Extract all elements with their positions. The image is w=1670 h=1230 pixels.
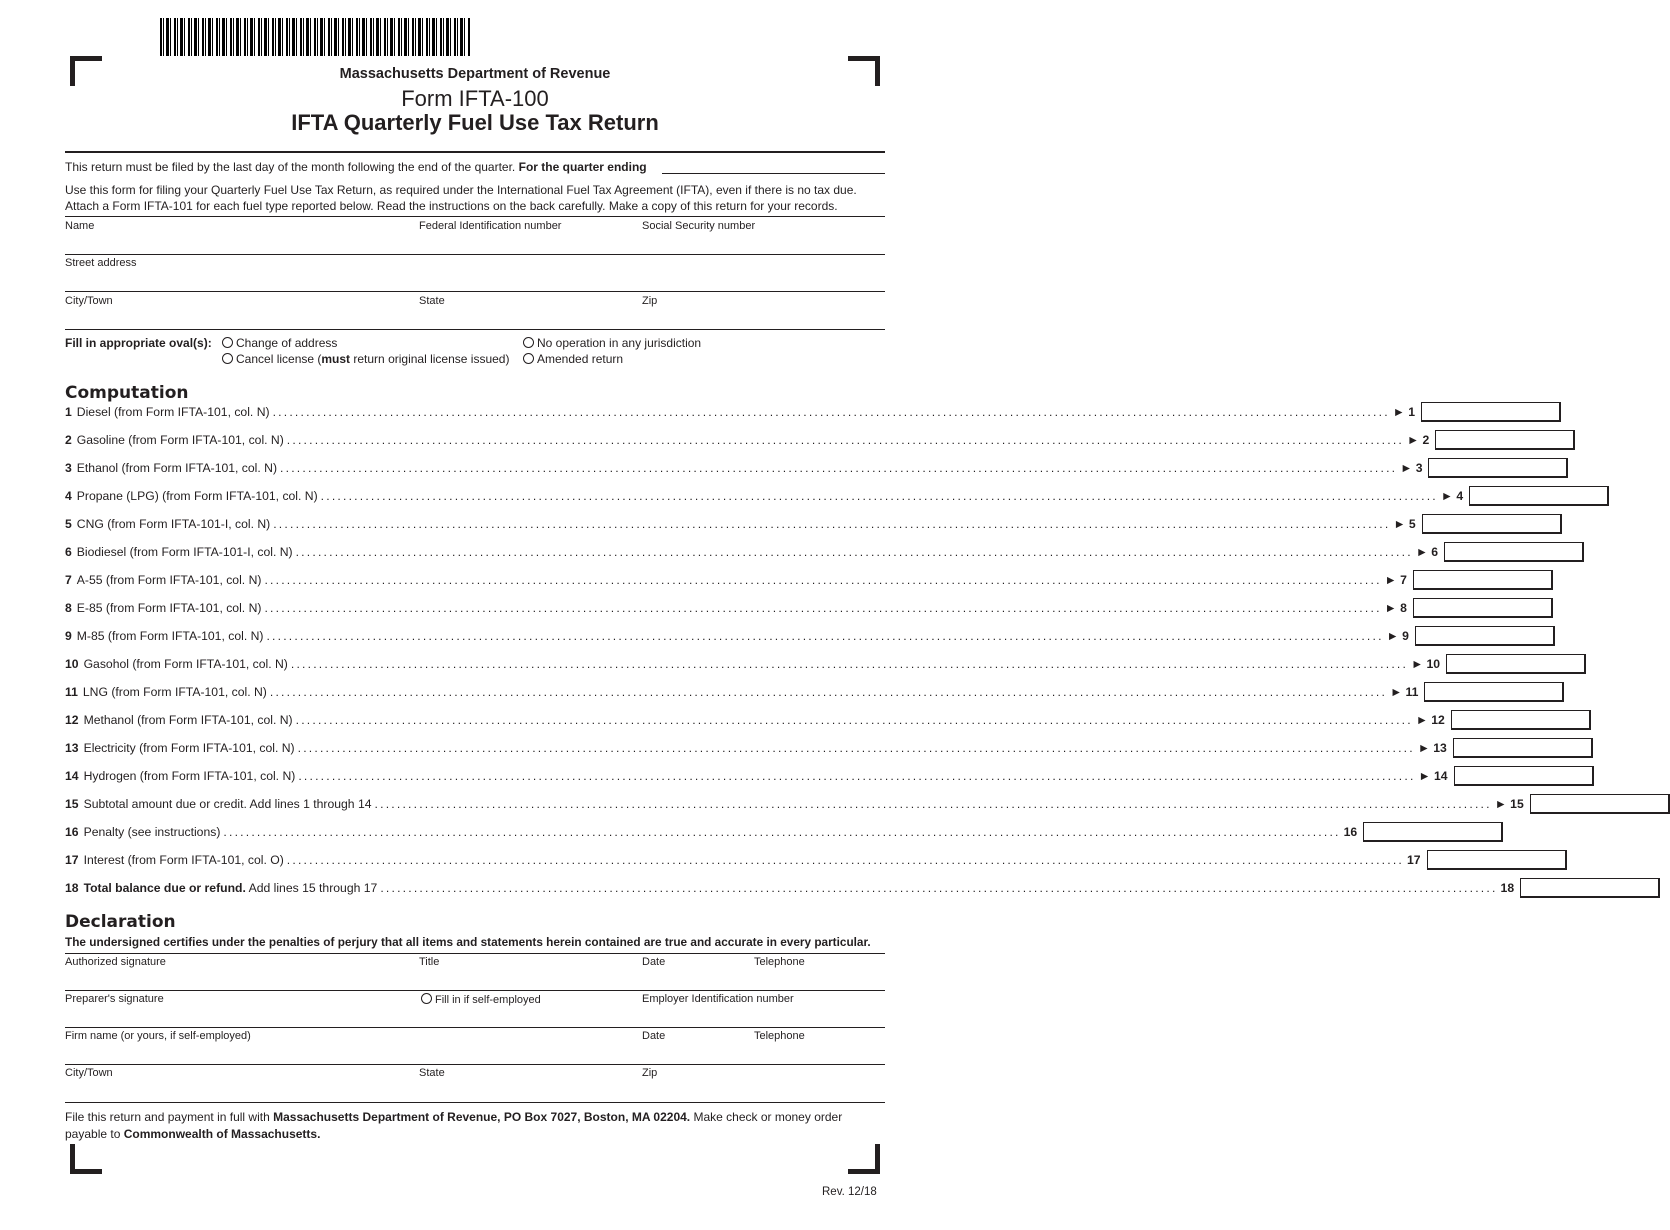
- computation-line-9: [65, 626, 1409, 646]
- line-number: 15: [65, 797, 79, 811]
- declaration-heading: Declaration: [65, 912, 176, 932]
- computation-line-4: [65, 486, 1464, 506]
- line-14-amount-input[interactable]: [1454, 766, 1594, 786]
- line-description: Subtotal amount due or credit. Add lines 1 through 14: [83, 797, 372, 811]
- line-description: LNG (from Form IFTA-101, col. N): [82, 685, 267, 699]
- computation-line-1: [65, 402, 1416, 422]
- line-description: Electricity (from Form IFTA-101, col. N): [83, 741, 295, 755]
- zip-label: Zip: [642, 295, 658, 307]
- computation-line-3: [65, 458, 1423, 478]
- line-reference: ► 2: [1407, 433, 1430, 447]
- date-label: Date: [642, 1030, 666, 1042]
- line-number: 7: [65, 573, 72, 587]
- line-reference: ► 4: [1440, 489, 1464, 503]
- line-reference: ► 8: [1384, 601, 1407, 615]
- corner-mark: [848, 1144, 880, 1174]
- line-number: 1: [65, 405, 72, 419]
- leader-dots: ........................................................................................................................................................................................................: [223, 825, 1341, 839]
- computation-line-11: [65, 682, 1419, 702]
- computation-line-6: [65, 542, 1439, 562]
- computation-line-2: [65, 430, 1430, 450]
- revision: Rev. 12/18: [822, 1186, 877, 1198]
- computation-heading: Computation: [65, 383, 189, 403]
- line-description: Methanol (from Form IFTA-101, col. N): [83, 713, 293, 727]
- line-number: 8: [65, 601, 72, 615]
- computation-line-18: [65, 878, 1515, 898]
- line-reference: 18: [1500, 881, 1515, 895]
- leader-dots: ........................................................................................................................................................................................................: [280, 461, 1398, 475]
- leader-dots: ........................................................................................................................................................................................................: [286, 853, 1405, 867]
- line-description: Ethanol (from Form IFTA-101, col. N): [76, 461, 278, 475]
- oval-amended[interactable]: Amended return: [523, 352, 623, 366]
- oval-icon[interactable]: [222, 353, 233, 364]
- leader-dots: ........................................................................................................................................................................................................: [295, 545, 1413, 559]
- name-label: Name: [65, 220, 95, 232]
- line-description: M-85 (from Form IFTA-101, col. N): [76, 629, 264, 643]
- line-1-amount-input[interactable]: [1421, 402, 1561, 422]
- quarter-ending-input[interactable]: [662, 160, 885, 174]
- line-reference: ► 11: [1390, 685, 1419, 699]
- line-description: Hydrogen (from Form IFTA-101, col. N): [83, 769, 296, 783]
- leader-dots: ........................................................................................................................................................................................................: [295, 713, 1413, 727]
- telephone-label: Telephone: [754, 956, 805, 968]
- leader-dots: ........................................................................................................................................................................................................: [374, 797, 1492, 811]
- oval-change-address[interactable]: Change of address: [222, 336, 337, 350]
- line-18-amount-input[interactable]: [1520, 878, 1660, 898]
- fein-label: Federal Identification number: [419, 220, 562, 232]
- line-number: 11: [65, 685, 78, 699]
- leader-dots: ........................................................................................................................................................................................................: [297, 741, 1415, 755]
- perjury-statement: The undersigned certifies under the penalties of perjury that all items and statements herein contained are true and accurate in every particular.: [65, 935, 871, 949]
- line-12-amount-input[interactable]: [1451, 710, 1591, 730]
- preparer-signature-label: Preparer's signature: [65, 993, 164, 1005]
- line-description: E-85 (from Form IFTA-101, col. N): [76, 601, 262, 615]
- computation-line-16: [65, 822, 1358, 842]
- leader-dots: ........................................................................................................................................................................................................: [272, 405, 1390, 419]
- computation-line-17: [65, 850, 1421, 870]
- date-label: Date: [642, 956, 666, 968]
- line-reference: 17: [1407, 853, 1421, 867]
- ovals-label: Fill in appropriate oval(s):: [65, 336, 212, 350]
- line-description: Diesel (from Form IFTA-101, col. N): [76, 405, 270, 419]
- line-number: 10: [65, 657, 79, 671]
- line-number: 18: [65, 881, 79, 895]
- form-number: Form IFTA-100: [401, 86, 549, 111]
- line-description: Biodiesel (from Form IFTA-101-I, col. N): [76, 545, 293, 559]
- line-description: Gasohol (from Form IFTA-101, col. N): [83, 657, 288, 671]
- leader-dots: ........................................................................................................................................................................................................: [286, 433, 1405, 447]
- computation-line-8: [65, 598, 1407, 618]
- line-15-amount-input[interactable]: [1530, 794, 1670, 814]
- zip-label: Zip: [642, 1067, 658, 1079]
- line-13-amount-input[interactable]: [1453, 738, 1593, 758]
- line-number: 9: [65, 629, 72, 643]
- agency-name: Massachusetts Department of Revenue: [339, 66, 611, 82]
- oval-icon[interactable]: [523, 337, 534, 348]
- corner-mark: [70, 1144, 102, 1174]
- line-5-amount-input[interactable]: [1422, 514, 1562, 534]
- line-description: A-55 (from Form IFTA-101, col. N): [76, 573, 262, 587]
- oval-self-employed[interactable]: Fill in if self-employed: [421, 993, 541, 1006]
- state-label: State: [419, 295, 445, 307]
- computation-line-13: [65, 738, 1447, 758]
- line-number: 13: [65, 741, 79, 755]
- line-reference: ► 1: [1392, 405, 1416, 419]
- line-6-amount-input[interactable]: [1444, 542, 1584, 562]
- filing-instructions: File this return and payment in full with Massachusetts Department of Revenue, PO Box 7027, Boston, MA 02204. Make check or money order payable to Commonwealth of Massachusetts.: [65, 1110, 843, 1141]
- line-description: CNG (from Form IFTA-101-I, col. N): [76, 517, 271, 531]
- leader-dots: ........................................................................................................................................................................................................: [269, 685, 1388, 699]
- computation-line-15: [65, 794, 1524, 814]
- line-reference: ► 6: [1415, 545, 1439, 559]
- line-reference: 16: [1343, 825, 1358, 839]
- line-reference: ► 7: [1384, 573, 1407, 587]
- leader-dots: ........................................................................................................................................................................................................: [290, 657, 1409, 671]
- computation-line-5: [65, 514, 1416, 534]
- filing-notice: This return must be filed by the last day of the month following the end of the quarter. For the quarter ending: [65, 160, 647, 174]
- line-reference: ► 5: [1393, 517, 1416, 531]
- oval-cancel-license[interactable]: Cancel license (must return original license issued): [222, 352, 509, 366]
- oval-icon[interactable]: [523, 353, 534, 364]
- leader-dots: ........................................................................................................................................................................................................: [266, 629, 1384, 643]
- firm-name-label: Firm name (or yours, if self-employed): [65, 1030, 251, 1042]
- leader-dots: ........................................................................................................................................................................................................: [380, 881, 1498, 895]
- barcode: [160, 18, 470, 56]
- line-number: 2: [65, 433, 72, 447]
- line-number: 6: [65, 545, 72, 559]
- line-description: Penalty (see instructions): [83, 825, 221, 839]
- line-11-amount-input[interactable]: [1424, 682, 1564, 702]
- line-8-amount-input[interactable]: [1413, 598, 1553, 618]
- form-title: IFTA Quarterly Fuel Use Tax Return: [291, 110, 659, 135]
- line-reference: ► 10: [1411, 657, 1441, 671]
- computation-line-14: [65, 766, 1448, 786]
- line-reference: ► 3: [1400, 461, 1423, 475]
- line-reference: ► 15: [1494, 797, 1524, 811]
- ein-label: Employer Identification number: [642, 993, 794, 1005]
- line-4-amount-input[interactable]: [1469, 486, 1609, 506]
- leader-dots: ........................................................................................................................................................................................................: [320, 489, 1438, 503]
- authorized-signature-label: Authorized signature: [65, 956, 166, 968]
- oval-icon[interactable]: [222, 337, 233, 348]
- line-number: 17: [65, 853, 79, 867]
- line-7-amount-input[interactable]: [1413, 570, 1553, 590]
- line-16-amount-input[interactable]: [1363, 822, 1503, 842]
- oval-no-operation[interactable]: No operation in any jurisdiction: [523, 336, 701, 350]
- instructions: Use this form for filing your Quarterly Fuel Use Tax Return, as required under the International Fuel Tax Agreement (IFTA), even if there is no tax due. Attach a Form IFTA-101 for each fuel type reported below. Read the instructions on the back carefully. Make a copy of this return for your records.: [65, 183, 857, 213]
- line-description: Gasoline (from Form IFTA-101, col. N): [76, 433, 284, 447]
- leader-dots: ........................................................................................................................................................................................................: [298, 769, 1416, 783]
- line-3-amount-input[interactable]: [1428, 458, 1568, 478]
- line-number: 5: [65, 517, 72, 531]
- leader-dots: ........................................................................................................................................................................................................: [273, 517, 1391, 531]
- line-reference: ► 9: [1386, 629, 1409, 643]
- line-number: 4: [65, 489, 72, 503]
- telephone-label: Telephone: [754, 1030, 805, 1042]
- line-reference: ► 14: [1418, 769, 1448, 783]
- computation-line-12: [65, 710, 1445, 730]
- leader-dots: ........................................................................................................................................................................................................: [264, 601, 1382, 615]
- line-10-amount-input[interactable]: [1446, 654, 1586, 674]
- computation-line-7: [65, 570, 1407, 590]
- line-number: 14: [65, 769, 79, 783]
- line-number: 3: [65, 461, 72, 475]
- line-2-amount-input[interactable]: [1435, 430, 1575, 450]
- city-label: City/Town: [65, 1067, 113, 1079]
- leader-dots: ........................................................................................................................................................................................................: [264, 573, 1382, 587]
- line-9-amount-input[interactable]: [1415, 626, 1555, 646]
- line-reference: ► 12: [1415, 713, 1445, 727]
- line-description: Total balance due or refund. Add lines 15 through 17: [83, 881, 378, 895]
- line-description: Interest (from Form IFTA-101, col. O): [83, 853, 284, 867]
- city-label: City/Town: [65, 295, 113, 307]
- line-description: Propane (LPG) (from Form IFTA-101, col. N): [76, 489, 318, 503]
- line-17-amount-input[interactable]: [1427, 850, 1567, 870]
- computation-line-10: [65, 654, 1441, 674]
- line-reference: ► 13: [1417, 741, 1447, 755]
- state-label: State: [419, 1067, 445, 1079]
- line-number: 16: [65, 825, 79, 839]
- title-label: Title: [419, 956, 440, 968]
- oval-icon[interactable]: [421, 993, 432, 1004]
- ssn-label: Social Security number: [642, 220, 756, 232]
- line-number: 12: [65, 713, 79, 727]
- street-label: Street address: [65, 257, 137, 269]
